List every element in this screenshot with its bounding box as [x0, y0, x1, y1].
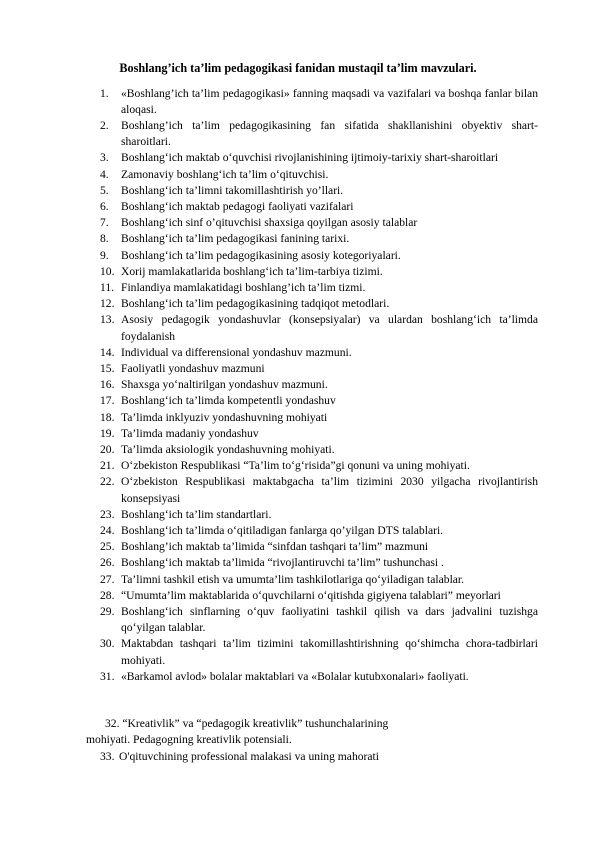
document-title: Boshlang’ich ta’lim pedagogikasi fanidan mustaqil ta’lim mavzulari.: [119, 61, 477, 75]
topic-number: 17.: [100, 394, 115, 408]
topic-text: «Boshlang’ich ta’lim pedagogikasi» fanning maqsadi va vazifalari va boshqa fanlar bilan aloqasi.: [121, 86, 538, 116]
topic-number: 27.: [100, 572, 115, 586]
topic-number: 23.: [100, 507, 115, 521]
topic-number: 12.: [100, 297, 115, 311]
topic-item: [100, 604, 538, 636]
topic-number: 22.: [100, 475, 115, 489]
topic-number: 21.: [100, 459, 115, 473]
topic-number: 4.: [100, 167, 109, 181]
topic-number: 7.: [100, 216, 109, 230]
topic-item: [100, 183, 538, 199]
topic-number: 25.: [100, 540, 115, 554]
topic-number: 19.: [100, 426, 115, 440]
topic-text: “Kreativlik” va “pedagogik kreativlik” tushunchalarining: [119, 717, 389, 730]
topic-number: 30.: [100, 637, 115, 651]
topic-item: [100, 86, 538, 118]
topic-item: [100, 167, 538, 183]
topic-item: [100, 280, 538, 296]
topic-item: [100, 539, 538, 555]
topic-number: 9.: [100, 248, 109, 262]
topic-number: 5.: [100, 183, 109, 197]
topic-text: O‘zbekiston Respublikasi “Ta’lim to‘g‘risida”gi qonuni va uning mohiyati.: [121, 459, 470, 473]
topic-item: [100, 410, 538, 426]
topic-item: [100, 377, 538, 393]
topic-text: Maktabdan tashqari ta’lim tizimini takomillashtirishning qo‘shimcha chora-tadbirlari mohiyati.: [121, 637, 538, 667]
topic-text: Boshlang‘ich sinflarning o‘quv faoliyatini tashkil qilish va dars jadvalini tuzishga qo‘yilgan talablar.: [121, 605, 538, 635]
topic-number: 18.: [100, 410, 115, 424]
topic-number: 13.: [100, 313, 115, 327]
topic-item: [100, 636, 538, 668]
topic-number: 11.: [100, 280, 115, 294]
topic-text: Boshlang‘ich ta’lim pedagogikasi fanining tarixi.: [121, 232, 350, 246]
topic-text: Boshlang’ich ta’lim pedagogikasining fan sifatida shakllanishini obyektiv shart-sharoitlari.: [121, 118, 538, 149]
topic-text: Boshlang‘ich maktab o‘quvchisi rivojlanishining ijtimoiy-tarixiy shart-sharoitlari: [121, 151, 499, 165]
topic-item: [100, 118, 538, 150]
topic-text: Ta’limda aksiologik yondashuvning mohiyati.: [121, 442, 335, 456]
topic-text: “Umumta’lim maktablarida o‘quvchilarni o‘qitishda gigiyena talablari” meyorlari: [121, 588, 501, 602]
topic-item: [100, 572, 538, 588]
topic-number: 24.: [100, 523, 115, 537]
topic-number: 32.: [105, 717, 120, 730]
topic-number: 10.: [100, 264, 115, 278]
topic-item: [100, 215, 538, 231]
topic-number: 14.: [100, 345, 115, 359]
topic-item: [100, 361, 538, 377]
topic-item: [100, 669, 538, 685]
topic-text: Ta’limni tashkil etish va umumta’lim tashkilotlariga qo‘yiladigan talablar.: [121, 572, 465, 586]
topic-text: Boshlang‘ich ta’lim pedagogikasining asosiy kotegoriyalari.: [121, 248, 401, 262]
topic-number: 29.: [100, 605, 115, 618]
topic-text: Shaxsga yo‘naltirilgan yondashuv mazmuni.: [121, 378, 328, 392]
topic-text: Finlandiya mamlakatidagi boshlang’ich ta’lim tizmi.: [121, 280, 366, 294]
topic-item-32-line1: [86, 716, 538, 732]
topic-number: 26.: [100, 556, 115, 570]
topic-text: Faoliyatli yondashuv mazmuni: [121, 361, 265, 375]
topic-number: 3.: [100, 151, 109, 165]
topic-text: Boshlang‘ich ta’limda o‘qitiladigan fanlarga qo’yilgan DTS talablari.: [121, 523, 444, 537]
topic-item-33: [100, 749, 538, 765]
topic-text: Boshlang‘ich ta’limni takomillashtirish yo’llari.: [121, 183, 344, 197]
topic-number: 28.: [100, 588, 115, 602]
topic-item: [100, 426, 538, 442]
topic-number: 1.: [100, 86, 109, 100]
topic-number: 8.: [100, 232, 109, 246]
topic-text: Asosiy pedagogik yondashuvlar (konsepsiyalar) va ulardan boshlang‘ich ta’limda foydalanish: [121, 313, 538, 343]
topic-text: Boshlang‘ich maktab ta’limida “rivojlantiruvchi ta’lim” tushunchasi .: [121, 556, 444, 570]
topic-item: [100, 507, 538, 523]
topic-text: O‘zbekiston Respublikasi maktabgacha ta’lim tizimini 2030 yilgacha rivojlantirish konsepsiyasi: [121, 475, 538, 505]
topic-number: 6.: [100, 199, 109, 213]
topics-list: [100, 86, 538, 686]
topic-text: Ta’limda madaniy yondashuv: [121, 426, 259, 440]
topic-item: [100, 248, 538, 264]
topic-item: [100, 588, 538, 604]
topic-item: [100, 199, 538, 215]
topic-item: [100, 312, 538, 344]
topic-item: [100, 442, 538, 458]
topic-item: [100, 474, 538, 506]
topic-text: Boshlang‘ich ta’limda kompetentli yondashuv: [121, 394, 336, 408]
topic-text: «Barkamol avlod» bolalar maktablari va «Bolalar kutubxonalari» faoliyati.: [121, 669, 469, 683]
topic-item: [100, 296, 538, 312]
topic-text: Xorij mamlakatlarida boshlang‘ich ta’lim-tarbiya tizimi.: [121, 264, 383, 278]
topic-number: 33.: [100, 749, 115, 763]
topic-number: 16.: [100, 378, 115, 392]
topic-item: [100, 264, 538, 280]
topic-number: 15.: [100, 361, 115, 375]
topic-item: [100, 150, 538, 166]
topic-item: [100, 345, 538, 361]
topic-text: O'qituvchining professional malakasi va uning mahorati: [119, 749, 379, 763]
topic-text: Boshlang‘ich ta’lim pedagogikasining tadqiqot metodlari.: [121, 297, 390, 311]
topic-text: Boshlang‘ich ta’lim standartlari.: [121, 507, 272, 521]
topic-item: [100, 555, 538, 571]
topic-item: [100, 393, 538, 409]
topic-number: 31.: [100, 669, 115, 683]
topic-item-32-line2: mohiyati. Pedagogning kreativlik potensiali.: [86, 733, 292, 747]
topic-item: [100, 458, 538, 474]
topic-item-32: [86, 716, 538, 748]
topic-text: Boshlang‘ich sinf o’qituvchisi shaxsiga qoyilgan asosiy talablar: [121, 216, 418, 230]
topic-number: 20.: [100, 442, 115, 456]
topic-item: [100, 231, 538, 247]
topic-text: Boshlang‘ich maktab pedagogi faoliyati vazifalari: [121, 199, 354, 213]
topic-number: 2.: [100, 118, 109, 132]
topic-text: Ta’limda inklyuziv yondashuvning mohiyati: [121, 410, 328, 424]
topic-text: Zamonaviy boshlang‘ich ta’lim o‘qituvchisi.: [121, 167, 329, 181]
topic-text: Boshlang’ich maktab ta’limida “sinfdan tashqari ta’lim” mazmuni: [121, 540, 429, 554]
topic-text: Individual va differensional yondashuv mazmuni.: [121, 345, 352, 359]
topic-item: [100, 523, 538, 539]
